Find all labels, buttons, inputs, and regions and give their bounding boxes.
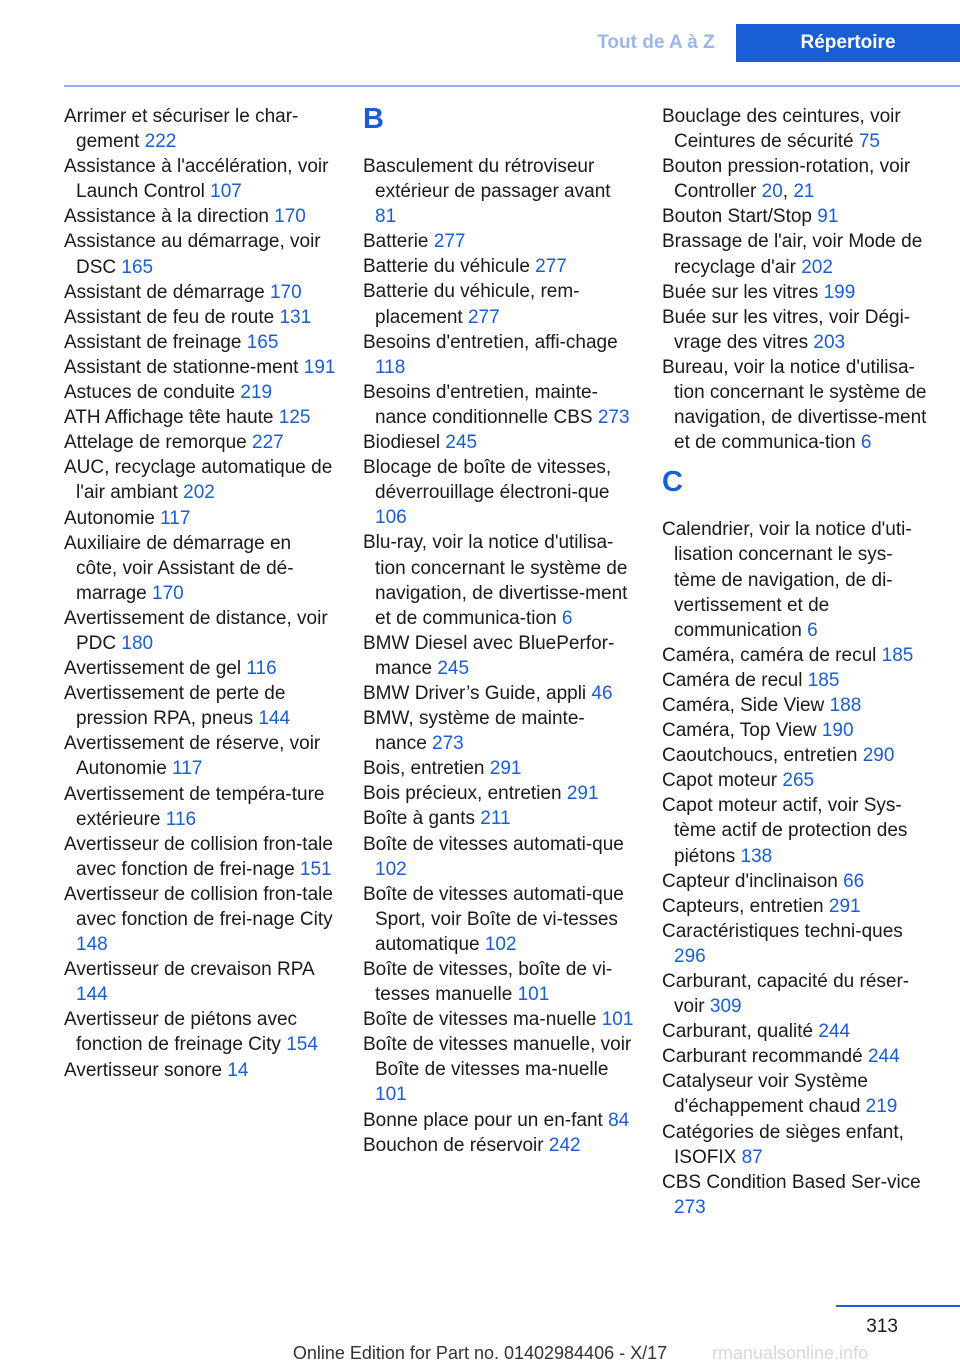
page-link[interactable]: 170 bbox=[274, 206, 306, 228]
index-entry bbox=[363, 832, 635, 882]
page-link[interactable]: 6 bbox=[860, 432, 872, 454]
page-link[interactable]: 245 bbox=[437, 657, 470, 679]
index-entry-text: Avertisseur de collision fron‐tale avec fonction de frei‐nage City bbox=[64, 883, 333, 930]
index-entry-text: Boîte de vitesses automati‐que Sport, voir Boîte de vi‐tesses automatique bbox=[363, 883, 624, 955]
page-link[interactable]: 106 bbox=[375, 507, 407, 529]
index-entry bbox=[363, 330, 635, 380]
index-entry-text: Bouton Start/Stop bbox=[662, 206, 818, 228]
index-entry-text: Avertisseur de piétons avec fonction de freinage City bbox=[64, 1009, 298, 1056]
index-entry bbox=[64, 531, 336, 606]
index-entry bbox=[64, 305, 336, 330]
index-column-2 bbox=[363, 104, 635, 1158]
index-entry-text: Bouchon de réservoir bbox=[363, 1134, 549, 1156]
index-entry bbox=[363, 631, 635, 681]
page-link[interactable]: 170 bbox=[152, 582, 184, 604]
index-entry-text: Carburant recommandé bbox=[662, 1046, 868, 1068]
index-entry bbox=[64, 882, 336, 957]
index-entry-text: Arrimer et sécuriser le char‐gement bbox=[64, 106, 299, 153]
index-entry bbox=[64, 380, 336, 405]
page-link[interactable]: 14 bbox=[227, 1059, 249, 1081]
index-entry bbox=[64, 330, 336, 355]
footer-divider bbox=[836, 1305, 960, 1307]
page-link[interactable]: 202 bbox=[183, 482, 215, 504]
page-link[interactable]: 6 bbox=[807, 619, 818, 641]
index-entry bbox=[64, 832, 336, 882]
page-link[interactable]: 102 bbox=[375, 858, 407, 880]
page-link[interactable]: 75 bbox=[858, 131, 880, 153]
page-link[interactable]: 273 bbox=[674, 1196, 706, 1218]
index-entry bbox=[662, 793, 934, 868]
index-entry bbox=[64, 1058, 336, 1083]
index-entry bbox=[64, 455, 336, 505]
index-entry-text: Avertisseur sonore bbox=[64, 1059, 228, 1081]
index-entry bbox=[662, 104, 934, 154]
page-link[interactable]: 87 bbox=[741, 1146, 763, 1168]
index-entry bbox=[662, 743, 934, 768]
index-entry bbox=[363, 756, 635, 781]
index-entry bbox=[64, 1007, 336, 1057]
index-entry bbox=[363, 154, 635, 229]
page-link[interactable]: 148 bbox=[76, 934, 108, 956]
index-entry bbox=[662, 768, 934, 793]
page-link[interactable]: 290 bbox=[862, 745, 895, 767]
index-entry-text: Avertissement de tempéra‐ture extérieure bbox=[64, 783, 325, 830]
index-entry bbox=[363, 430, 635, 455]
page-link[interactable]: 188 bbox=[829, 694, 862, 716]
page-link[interactable]: 102 bbox=[484, 933, 517, 955]
index-entry-text: Astuces de conduite bbox=[64, 382, 241, 404]
index-entry-text: Besoins d'entretien, mainte‐nance conditionnelle CBS bbox=[363, 381, 598, 428]
index-entry bbox=[662, 280, 934, 305]
page-link[interactable]: 101 bbox=[517, 984, 550, 1006]
index-entry bbox=[662, 894, 934, 919]
page-link[interactable]: 118 bbox=[375, 356, 406, 378]
page-link[interactable]: 190 bbox=[821, 720, 854, 742]
index-entry-text: Assistant de feu de route bbox=[64, 306, 280, 328]
index-entry bbox=[64, 782, 336, 832]
index-entry-text: Avertissement de distance, voir PDC bbox=[64, 607, 328, 654]
index-entry-text: Avertissement de perte de pression RPA, pneus bbox=[64, 683, 286, 730]
index-column-1 bbox=[64, 104, 336, 1083]
page-link[interactable]: 296 bbox=[674, 945, 706, 967]
index-entry bbox=[662, 869, 934, 894]
page-link[interactable]: 81 bbox=[375, 206, 397, 228]
page-link[interactable]: 222 bbox=[144, 131, 177, 153]
index-entry-text: Bois précieux, entretien bbox=[363, 783, 567, 805]
index-entry-text: Caméra de recul bbox=[662, 669, 808, 691]
page-link[interactable]: 144 bbox=[76, 984, 108, 1006]
index-entry-text: Avertissement de réserve, voir Autonomie bbox=[64, 733, 321, 780]
index-entry bbox=[363, 455, 635, 530]
entry-list bbox=[662, 517, 934, 1220]
index-entry bbox=[662, 919, 934, 969]
index-entry-text: Basculement du rétroviseur extérieur de passager avant bbox=[363, 156, 611, 203]
index-entry bbox=[363, 1108, 635, 1133]
page-link[interactable]: 273 bbox=[432, 733, 464, 755]
index-entry bbox=[662, 969, 934, 1019]
index-entry-text: Boîte de vitesses manuelle, voir Boîte de vitesses ma‐nuelle bbox=[363, 1034, 632, 1081]
page-link[interactable]: 116 bbox=[165, 808, 197, 830]
page-link[interactable]: 125 bbox=[278, 407, 311, 429]
index-entry bbox=[64, 606, 336, 656]
index-column-3 bbox=[662, 104, 934, 1220]
page-link[interactable]: 180 bbox=[121, 632, 154, 654]
index-entry bbox=[662, 204, 934, 229]
index-entry bbox=[662, 693, 934, 718]
page-link[interactable]: 170 bbox=[269, 281, 302, 303]
index-entry-text: Boîte de vitesses automati‐que bbox=[363, 833, 624, 855]
index-entry-text: AUC, recyclage automatique de l'air ambiant bbox=[64, 457, 333, 504]
index-entry bbox=[662, 1120, 934, 1170]
page-link[interactable]: 21 bbox=[793, 181, 815, 203]
page-link[interactable]: 20 bbox=[761, 181, 783, 203]
page-link[interactable]: 227 bbox=[252, 432, 284, 454]
index-entry bbox=[64, 957, 336, 1007]
page-link[interactable]: 84 bbox=[608, 1109, 630, 1131]
page-link[interactable]: 199 bbox=[823, 281, 856, 303]
page-link[interactable]: 6 bbox=[561, 607, 573, 629]
section-letter-b: B bbox=[363, 103, 384, 135]
index-entry-text: ATH Affichage tête haute bbox=[64, 407, 279, 429]
page-link[interactable]: 242 bbox=[548, 1134, 581, 1156]
index-entry-text: Blu-ray, voir la notice d'utilisa‐tion concernant le système de navigation, de divertisse‐ment et de communica‐tion bbox=[363, 532, 628, 629]
entry-list bbox=[363, 154, 635, 1158]
index-entry-text: BMW Diesel avec BluePerfor‐mance bbox=[363, 632, 615, 679]
index-entry-text: Biodiesel bbox=[363, 432, 446, 454]
entry-list bbox=[662, 104, 934, 455]
index-entry bbox=[363, 882, 635, 957]
index-entry-text: Boîte de vitesses, boîte de vi‐tesses manuelle bbox=[363, 959, 613, 1006]
index-entry bbox=[662, 718, 934, 743]
page-link[interactable]: 245 bbox=[445, 432, 478, 454]
index-entry bbox=[64, 104, 336, 154]
page-link[interactable]: 117 bbox=[160, 507, 191, 529]
index-entry-text: Assistance à la direction bbox=[64, 206, 275, 228]
index-entry-text: Boîte de vitesses ma‐nuelle bbox=[363, 1009, 602, 1031]
page-link[interactable]: 202 bbox=[801, 256, 833, 278]
tab-tout-de-a-a-z[interactable]: Tout de A à Z bbox=[597, 32, 715, 53]
index-entry-text: Capteurs, entretien bbox=[662, 895, 829, 917]
page-link[interactable]: 151 bbox=[299, 858, 332, 880]
index-entry bbox=[363, 1007, 635, 1032]
index-entry-text: BMW Driver’s Guide, appli bbox=[363, 682, 592, 704]
index-entry-text: Avertissement de gel bbox=[64, 658, 247, 680]
page-number: 313 bbox=[866, 1316, 898, 1337]
index-entry bbox=[662, 229, 934, 279]
index-entry-text: Caractéristiques techni‐ques bbox=[662, 920, 903, 942]
index-entry-text: Buée sur les vitres, voir Dégi‐vrage des vitres bbox=[662, 306, 911, 353]
page-link[interactable]: 211 bbox=[480, 808, 511, 830]
index-entry bbox=[64, 280, 336, 305]
page-link[interactable]: 191 bbox=[303, 356, 336, 378]
index-entry bbox=[64, 681, 336, 731]
index-entry-text: Brassage de l'air, voir Mode de recyclage d'air bbox=[662, 231, 923, 278]
page-link[interactable]: 291 bbox=[828, 895, 861, 917]
index-entry bbox=[662, 1069, 934, 1119]
index-entry-text: Bouclage des ceintures, voir Ceintures de sécurité bbox=[662, 106, 901, 153]
index-entry-text: Caméra, Top View bbox=[662, 720, 822, 742]
page-link[interactable]: 291 bbox=[566, 783, 599, 805]
index-entry-text: Assistant de démarrage bbox=[64, 281, 270, 303]
index-entry-text: Caméra, caméra de recul bbox=[662, 644, 882, 666]
index-entry bbox=[363, 957, 635, 1007]
index-entry bbox=[64, 204, 336, 229]
index-entry-text: Blocage de boîte de vitesses, déverrouillage électroni‐que bbox=[363, 457, 612, 504]
page-link[interactable]: 244 bbox=[867, 1046, 900, 1068]
index-entry-text: Capot moteur actif, voir Sys‐tème actif de protection des piétons bbox=[662, 795, 908, 867]
index-entry bbox=[64, 154, 336, 204]
index-entry bbox=[363, 1133, 635, 1158]
page-link[interactable]: 185 bbox=[881, 644, 914, 666]
page-link[interactable]: 101 bbox=[375, 1084, 407, 1106]
page-link[interactable]: 219 bbox=[865, 1096, 898, 1118]
index-entry bbox=[662, 643, 934, 668]
index-entry bbox=[64, 355, 336, 380]
page-link[interactable]: 107 bbox=[210, 181, 242, 203]
index-entry-text: Bonne place pour un en‐fant bbox=[363, 1109, 609, 1131]
index-entry bbox=[662, 305, 934, 355]
index-entry bbox=[363, 530, 635, 630]
index-entry-text: Batterie du véhicule, rem‐placement bbox=[363, 281, 580, 328]
index-entry-text: Autonomie bbox=[64, 507, 161, 529]
index-entry bbox=[662, 1170, 934, 1220]
index-entry bbox=[363, 1032, 635, 1107]
index-entry-text: Bouton pression-rotation, voir Controller bbox=[662, 156, 911, 203]
page-header bbox=[0, 24, 960, 64]
index-entry-text: Assistance à l'accélération, voir Launch Control bbox=[64, 156, 329, 203]
index-entry bbox=[363, 806, 635, 831]
page-link[interactable]: 273 bbox=[597, 406, 630, 428]
page-link[interactable]: 144 bbox=[258, 708, 291, 730]
page-link[interactable]: 131 bbox=[279, 306, 312, 328]
index-entry-text: Bois, entretien bbox=[363, 758, 490, 780]
index-entry bbox=[662, 1019, 934, 1044]
index-entry-text: Calendrier, voir la notice d'uti‐lisation concernant le sys‐tème de navigation, de di‐vertissement et de communication bbox=[662, 519, 912, 641]
watermark-text: rmanualsonline.info bbox=[712, 1343, 869, 1363]
index-entry bbox=[662, 517, 934, 642]
page-link[interactable]: 91 bbox=[817, 206, 839, 228]
page-link[interactable]: 203 bbox=[813, 331, 846, 353]
page-link[interactable]: 66 bbox=[843, 870, 865, 892]
index-entry-text: Attelage de remorque bbox=[64, 432, 253, 454]
index-entry-text: Auxiliaire de démarrage en côte, voir Assistant de dé‐marrage bbox=[64, 532, 294, 604]
index-entry-text: Assistant de stationne‐ment bbox=[64, 356, 304, 378]
index-entry-text: Catalyseur voir Système d'échappement chaud bbox=[662, 1071, 868, 1118]
page-link[interactable]: 277 bbox=[467, 306, 500, 328]
page-link[interactable]: 116 bbox=[246, 658, 277, 680]
index-entry bbox=[64, 731, 336, 781]
index-entry bbox=[662, 1044, 934, 1069]
index-entry-text: Boîte à gants bbox=[363, 808, 481, 830]
index-entry-text: Assistant de freinage bbox=[64, 331, 247, 353]
index-entry-text: BMW, système de mainte‐nance bbox=[363, 708, 585, 755]
page-link[interactable]: 101 bbox=[601, 1009, 634, 1031]
page-link[interactable]: 165 bbox=[121, 256, 154, 278]
edition-footer: Online Edition for Part no. 01402984406 - X/17 bbox=[292, 1343, 668, 1363]
page-link[interactable]: 138 bbox=[740, 845, 773, 867]
page-link[interactable]: 265 bbox=[782, 770, 815, 792]
index-entry-text: Avertisseur de crevaison RPA bbox=[64, 959, 314, 981]
index-entry bbox=[363, 279, 635, 329]
index-entry bbox=[363, 254, 635, 279]
page-link[interactable]: 117 bbox=[172, 758, 203, 780]
index-entry bbox=[64, 405, 336, 430]
page-link[interactable]: 46 bbox=[591, 682, 613, 704]
index-entry-text: Avertisseur de collision fron‐tale avec fonction de frei‐nage bbox=[64, 833, 333, 880]
index-entry: Bouton pression-rotation, voir Controller 20, 21 bbox=[662, 156, 911, 203]
page-link[interactable]: 277 bbox=[433, 231, 466, 253]
index-entry-text: Carburant, capacité du réser‐voir bbox=[662, 971, 910, 1018]
page-link[interactable]: 165 bbox=[246, 331, 279, 353]
index-entry bbox=[662, 355, 934, 455]
index-entry bbox=[64, 506, 336, 531]
index-entry bbox=[363, 706, 635, 756]
page-link[interactable]: 244 bbox=[818, 1021, 851, 1043]
index-entry bbox=[662, 668, 934, 693]
index-entry bbox=[363, 380, 635, 430]
index-entry-text: Capot moteur bbox=[662, 770, 783, 792]
page-link[interactable]: 185 bbox=[807, 669, 840, 691]
index-entry-text: Bureau, voir la notice d'utilisa‐tion concernant le système de navigation, de divertisse‐ment et de communica‐tion bbox=[662, 356, 927, 454]
index-entry bbox=[64, 656, 336, 681]
index-entry-text: Besoins d'entretien, affi‐chage bbox=[363, 331, 618, 353]
page-link[interactable]: 291 bbox=[489, 758, 522, 780]
index-entry-text: Caoutchoucs, entretien bbox=[662, 745, 863, 767]
index-entry-text: Caméra, Side View bbox=[662, 694, 830, 716]
tab-repertoire[interactable]: Répertoire bbox=[736, 24, 960, 62]
index-entry-text: Buée sur les vitres bbox=[662, 281, 824, 303]
index-entry-text: Batterie du véhicule bbox=[363, 256, 536, 278]
index-entry bbox=[363, 681, 635, 706]
index-entry bbox=[64, 430, 336, 455]
page-link[interactable]: 309 bbox=[709, 996, 742, 1018]
entry-list bbox=[64, 104, 336, 1083]
page-link[interactable]: 154 bbox=[286, 1034, 318, 1056]
section-letter-c: C bbox=[662, 466, 683, 499]
index-entry bbox=[64, 229, 336, 279]
index-entry-text: Carburant, qualité bbox=[662, 1021, 819, 1043]
page-link[interactable]: 219 bbox=[240, 382, 273, 404]
index-entry-text: Capteur d'inclinaison bbox=[662, 870, 844, 892]
index-entry bbox=[363, 781, 635, 806]
index-entry-text: Catégories de sièges enfant, ISOFIX bbox=[662, 1121, 904, 1168]
header-divider bbox=[64, 85, 960, 87]
index-entry-text: Assistance au démarrage, voir DSC bbox=[64, 231, 321, 278]
page-link[interactable]: 277 bbox=[535, 256, 567, 278]
index-entry-text: Batterie bbox=[363, 231, 434, 253]
index-entry-text: CBS Condition Based Ser‐vice bbox=[662, 1171, 921, 1193]
index-entry bbox=[363, 229, 635, 254]
